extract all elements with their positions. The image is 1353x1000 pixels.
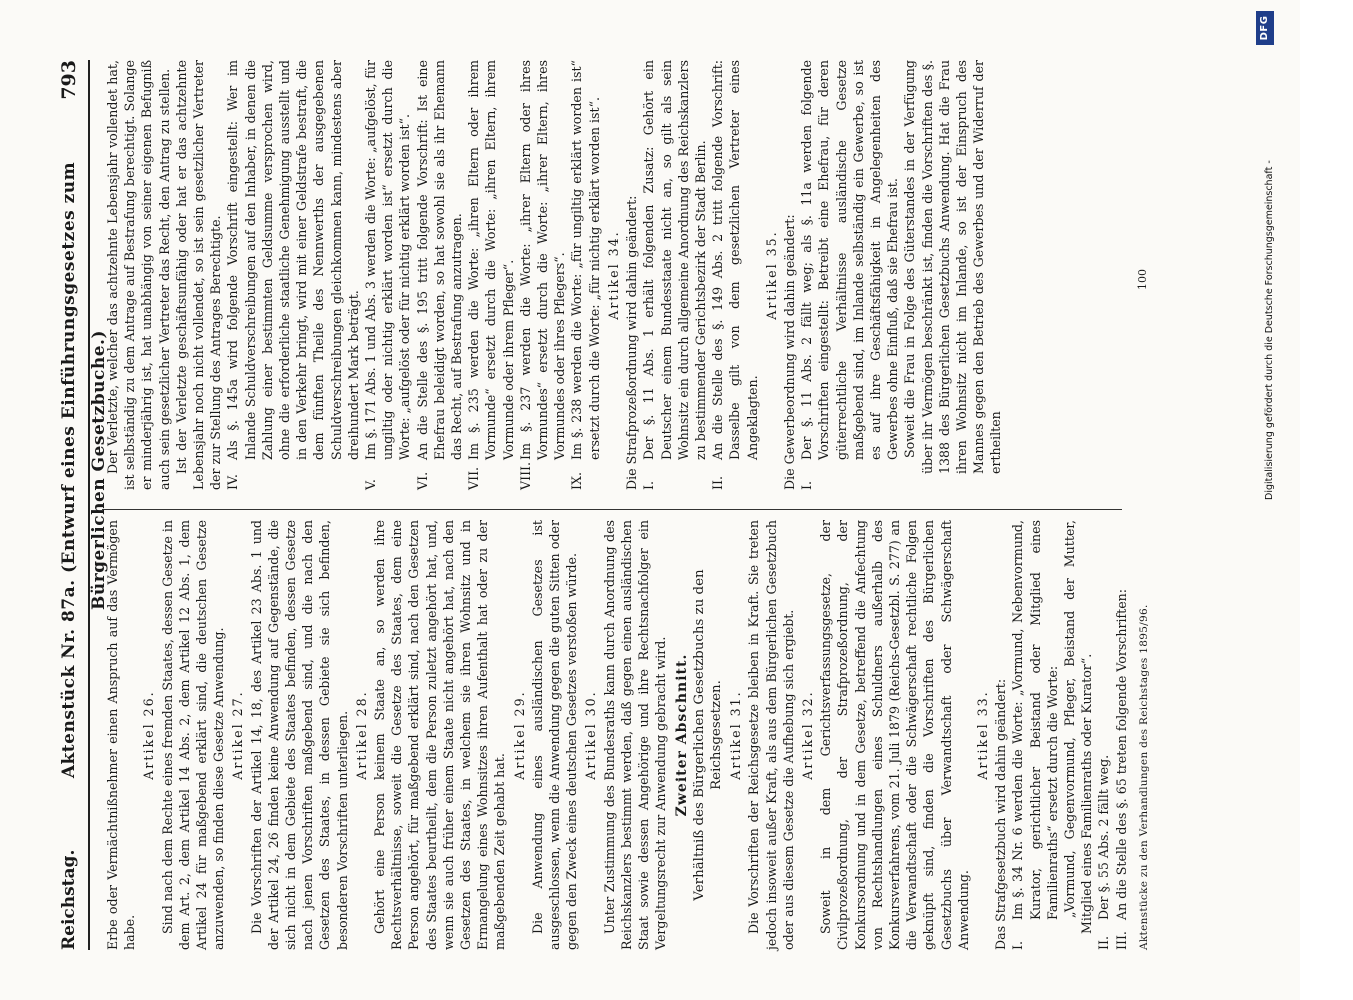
article-28-text: Gehört eine Person keinem Staate an, so werden ihre Rechtsverhältnisse, soweit die Gesetze des Staates, dem eine Person angehört, für maßgebend erklärt sind, nach den Gesetzen des Staates beurtheilt, dem die Person zuletzt angehört hat, und, wenn sie auch früher einem Staate nicht angehört hat, nach den Gesetzen des Staates, in welchem sie ihren Wohnsitz und in Ermangelung eines Wohnsitzes ihren Aufenthalt hat oder zu der maßgebenden Zeit gehabt hat. bbox=[372, 520, 508, 950]
item-number: VII. bbox=[466, 466, 482, 490]
item-text: Im §. 237 werden die Worte: „ihrer Eltern oder ihres Vormundes“ ersetzt durch die Worte: „ihrer Eltern, ihres Vormundes oder ihres Pflegers“. bbox=[517, 60, 568, 460]
article-35-continuation: Soweit die Frau in Folge des Güterstandes in der Verfügung über ihr Vermögen beschränkt ist, finden die Vorschriften des §. 1388 des Bürgerlichen Gesetzbuchs Anwendung. Hat die Frau ihren Wohnsitz nicht im Inlande, so ist der Einspruch des Mannes gegen den Betrieb des Gewerbes und der Widerruf der ertheilten bbox=[902, 60, 1004, 474]
item-text: Im §. 171 Abs. 1 und Abs. 3 werden die Worte: „aufgelöst, für ungiltig oder nichtig erklärt worden ist“ ersetzt durch die Worte: „aufgelöst oder für nichtig erklärt worden ist“. bbox=[363, 60, 413, 460]
article-33-quote: „Vormund, Gegenvormund, Pfleger, Beistand der Mutter, Mitglied eines Familienraths oder Kurator“. bbox=[1061, 520, 1095, 934]
article-30-text: Unter Zustimmung des Bundesraths kann durch Anordnung des Reichskanzlers bestimmt werden, daß gegen einen ausländischen Staat sowie dessen Angehörige und ihre Rechtsnachfolger ein Vergeltungsrecht zur Anwendung gebracht wird. bbox=[601, 520, 669, 950]
continuation-paragraph-2: Ist der Verletzte geschäftsunfähig oder hat er das achtzehnte Lebensjahr noch nicht vollendet, so ist sein gesetzlicher Vertreter der zur Stellung des Antrages Berechtigte. bbox=[173, 60, 224, 490]
item-number: V. bbox=[363, 479, 379, 490]
item-number: I. bbox=[641, 481, 657, 490]
article-26-heading: Artikel 26. bbox=[141, 690, 157, 780]
article-35-intro: Die Gewerbeordnung wird dahin geändert: bbox=[781, 214, 797, 490]
item-text: An die Stelle des §. 149 Abs. 2 tritt folgende Vorschrift: Dasselbe gilt von dem gesetzlichen Vertreter eines Angeklagten. bbox=[710, 60, 760, 460]
item-number: I. bbox=[1010, 941, 1026, 950]
intro-paragraph: Erbe oder Vermächtnißnehmer einen Anspruch auf das Vermögen habe. bbox=[105, 520, 138, 950]
article-34-item bbox=[709, 60, 761, 490]
item-number: III. bbox=[1113, 931, 1129, 950]
sheet-number: 100 bbox=[1136, 269, 1149, 290]
article-35-heading: Artikel 35. bbox=[763, 230, 779, 320]
continuation-paragraph-1: Der Verletzte, welcher das achtzehnte Lebensjahr vollendet hat, ist selbständig zu dem Antrage auf Bestrafung berechtigt. Solange er minderjährig ist, hat unabhängig von seiner eigenen Befugniß auch sein gesetzlicher Vertreter das Recht, den Antrag zu stellen. bbox=[105, 60, 172, 490]
section-subtitle: Verhältniß des Bürgerlichen Gesetzbuchs zu den Reichsgesetzen. bbox=[691, 569, 724, 901]
article-32-heading: Artikel 32. bbox=[799, 690, 815, 780]
page-header bbox=[54, 60, 109, 950]
item-number: IX. bbox=[569, 472, 585, 490]
document-page bbox=[32, 30, 1272, 980]
article-33-item bbox=[1113, 520, 1130, 950]
item-number: VIII. bbox=[517, 461, 533, 490]
item-text: An die Stelle des §. 195 tritt folgende Vorschrift: Ist eine Ehefrau beleidigt worden, so hat sowohl sie als ihr Ehemann das Recht, auf Bestrafung anzutragen. bbox=[414, 60, 465, 460]
digitization-credit bbox=[1252, 0, 1282, 1000]
footnote: Aktenstücke zu den Verhandlungen des Reichstages 1895/96. bbox=[1138, 604, 1150, 950]
article-27-heading: Artikel 27. bbox=[230, 690, 246, 780]
article-33-heading: Artikel 33. bbox=[974, 690, 990, 780]
article-28-heading: Artikel 28. bbox=[353, 690, 369, 780]
article-31-text: Die Vorschriften der Reichsgesetze bleiben in Kraft. Sie treten jedoch insoweit außer Kraft, als aus dem Bürgerlichen Gesetzbuch oder aus diesem Gesetze die Aufhebung sich ergiebt. bbox=[746, 520, 796, 950]
article-31-heading: Artikel 31. bbox=[728, 690, 744, 780]
item-number: II. bbox=[1096, 936, 1112, 950]
article-33-item bbox=[1095, 520, 1112, 950]
item-number: VI. bbox=[414, 471, 430, 490]
item-text: An die Stelle des §. 65 treten folgende Vorschriften: bbox=[1113, 588, 1129, 920]
item-text: Der §. 11 Abs. 1 erhält folgenden Zusatz: Gehört ein Deutscher einem Bundesstaate nicht an, so gilt als sein Wohnsitz ein durch allgemeine Anordnung des Reichskanzlers zu bestimmender Gerichtsbezirk der Stadt Berlin. bbox=[641, 60, 708, 460]
column-divider bbox=[102, 509, 1122, 510]
amendment-item bbox=[224, 60, 362, 490]
right-column bbox=[104, 60, 1005, 490]
article-34-intro: Die Strafprozeßordnung wird dahin geändert: bbox=[624, 195, 640, 490]
article-33-intro: Das Strafgesetzbuch wird dahin geändert: bbox=[993, 678, 1009, 950]
article-27-text: Die Vorschriften der Artikel 14, 18, des Artikel 23 Abs. 1 und der Artikel 24, 26 finden keine Anwendung auf Gegenstände, die sich nicht in dem Gebiete des Staates befinden, dessen Gesetze nach jenen Vorschriften maßgebend sind, und die nach den Gesetzen des Staates, in dessen Gebiete sie sich befinden, besonderen Vorschriften unterliegen. bbox=[248, 520, 350, 950]
digitization-text: Digitalisierung gefördert durch die Deutsche Forschungsgemeinschaft - bbox=[1264, 160, 1275, 500]
item-text: Im §. 34 Nr. 6 werden die Worte: „Vormund, Nebenvormund, Kurator, gerichtlicher Beistand oder Mitglied eines Familienraths“ ersetzt durch die Worte: bbox=[1010, 520, 1060, 920]
amendment-item bbox=[568, 60, 602, 490]
header-title: Aktenstück Nr. 87a. (Entwurf eines Einführungsgesetzes zum Bürgerlichen Gesetzbuche.) bbox=[59, 161, 109, 779]
item-number: II. bbox=[710, 476, 726, 490]
item-number: IV. bbox=[225, 474, 241, 490]
amendment-item bbox=[362, 60, 414, 490]
article-29-heading: Artikel 29. bbox=[511, 690, 527, 780]
header-left: Reichstag. bbox=[59, 849, 79, 950]
left-column bbox=[104, 520, 1130, 950]
item-text: Im §. 235 werden die Worte: „ihren Eltern oder ihrem Vormunde“ ersetzt durch die Worte: „ihren Eltern, ihrem Vormunde oder ihrem Pfleger“. bbox=[466, 60, 516, 460]
item-text: Als §. 145a wird folgende Vorschrift eingestellt: Wer im Inlande Schuldverschreibungen auf den Inhaber, in denen die Zahlung einer bestimmten Geldsumme versprochen wird, ohne die erforderliche staatliche Genehmigung ausstellt und in den Verkehr bringt, wird mit einer Geldstrafe bestraft, die dem fünften Theile des Nennwerths der ausgegebenen Schuldverschreibungen gleichkommen kann, mindestens aber dreihundert Mark beträgt. bbox=[225, 60, 361, 460]
article-30-heading: Artikel 30. bbox=[583, 690, 599, 780]
article-26-text: Sind nach dem Rechte eines fremden Staates, dessen Gesetze in dem Art. 2, dem Artikel 14 Abs. 2, dem Artikel 12 Abs. 1, dem Artikel 24 für maßgebend erklärt sind, die deutschen Gesetze anzuwenden, so finden diese Gesetze Anwendung. bbox=[159, 520, 227, 950]
article-35-item bbox=[798, 60, 901, 490]
dfg-logo: DFG bbox=[1256, 11, 1274, 45]
item-text: Der §. 55 Abs. 2 fällt weg. bbox=[1096, 754, 1112, 920]
amendment-item bbox=[517, 60, 569, 490]
article-34-item bbox=[640, 60, 709, 490]
section-title: Zweiter Abschnitt. bbox=[673, 653, 690, 817]
page-number: 793 bbox=[58, 60, 80, 100]
article-34-heading: Artikel 34. bbox=[605, 230, 621, 320]
article-29-text: Die Anwendung eines ausländischen Gesetzes ist ausgeschlossen, wenn die Anwendung gegen die guten Sitten oder gegen den Zweck eines deutschen Gesetzes verstoßen würde. bbox=[529, 520, 580, 950]
amendment-item bbox=[465, 60, 517, 490]
item-number: I. bbox=[799, 481, 815, 490]
article-32-text: Soweit in dem Gerichtsverfassungsgesetze, der Civilprozeßordnung, der Strafprozeßordnung, der Konkursordnung und in dem Gesetze, betreffend die Anfechtung von Rechtshandlungen eines Schuldners außerhalb des Konkursverfahrens, vom 21. Juli 1879 (Reichs-Gesetzbl. S. 277) an die Verwandtschaft oder die Schwägerschaft rechtliche Folgen geknüpft sind, finden die Vorschriften des Bürgerlichen Gesetzbuchs über Verwandtschaft oder Schwägerschaft Anwendung. bbox=[818, 520, 971, 950]
article-33-item bbox=[1009, 520, 1061, 950]
amendment-item bbox=[414, 60, 466, 490]
item-text: Der §. 11 Abs. 2 fällt weg; als §. 11a werden folgende Vorschriften eingestellt: Betreibt eine Ehefrau, für deren güterrechtliche Verhältnisse ausländische Gesetze maßgebend sind, im Inlande selbständig ein Gewerbe, so ist es auf ihre Geschäftsfähigkeit in Angelegenheiten des Gewerbes ohne Einfluß, daß sie Ehefrau ist. bbox=[799, 60, 901, 460]
item-text: Im §. 238 werden die Worte: „für ungiltig erklärt worden ist“ ersetzt durch die Worte: „für nichtig erklärt worden ist“. bbox=[569, 60, 602, 460]
